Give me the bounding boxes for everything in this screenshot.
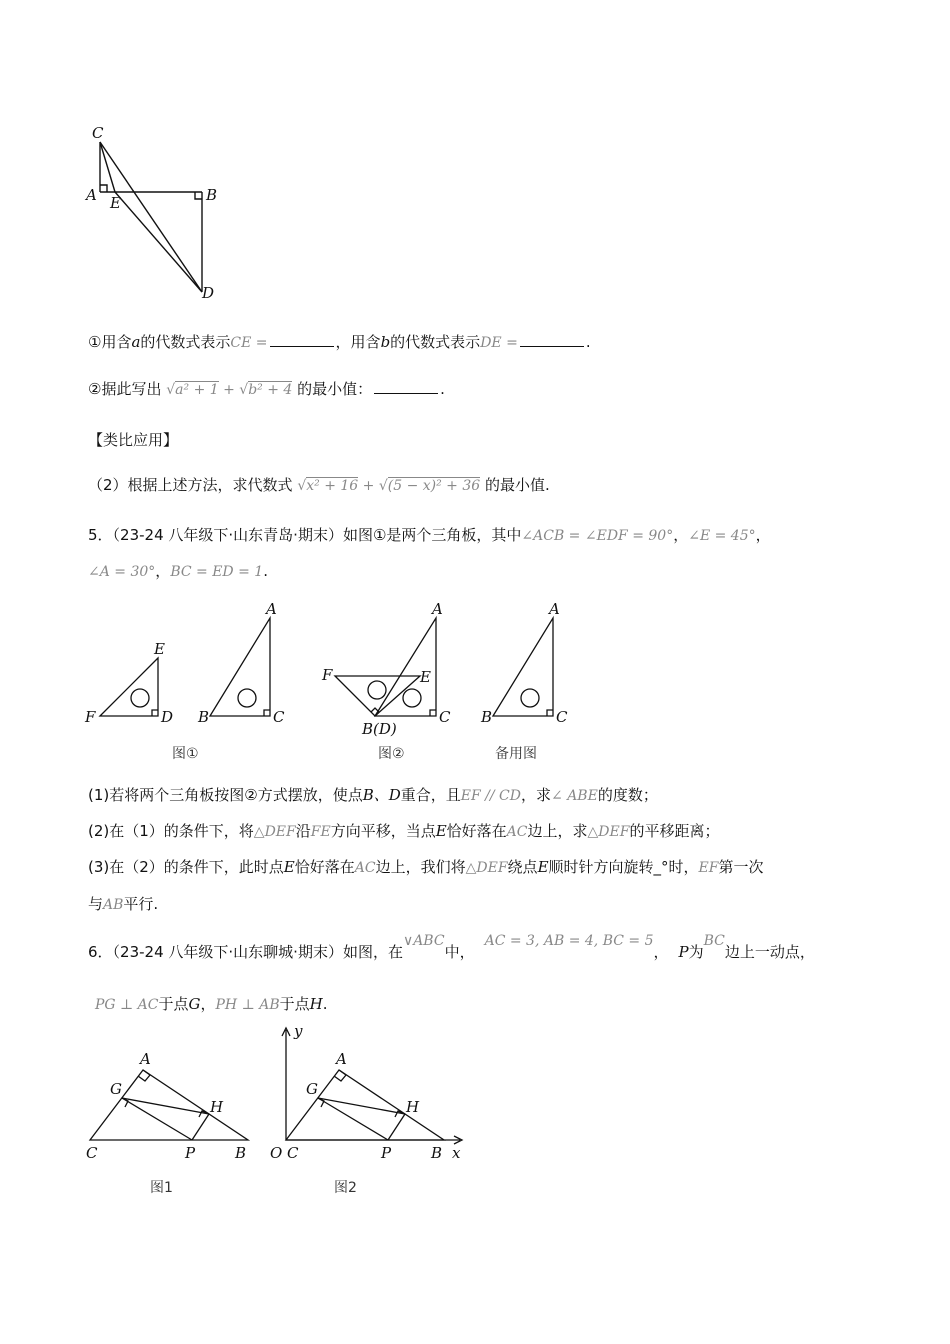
q4-part3: （2）根据上述方法，求代数式 √x² + 16 + √(5 − x)² + 36 的最小值. — [88, 476, 550, 494]
answer-blank[interactable] — [520, 332, 584, 347]
sqrt-expression: √x² + 16 + √(5 − x)² + 36 — [297, 478, 481, 494]
f6-1-b: B — [235, 1144, 247, 1162]
f6-2-o: O — [270, 1144, 283, 1162]
f6-1-p: P — [185, 1144, 196, 1162]
caption-backup: 备用图 — [495, 746, 537, 762]
q5-sub3-2: 与AB平行. — [88, 895, 159, 913]
f3-f: F — [322, 666, 333, 684]
label-c: C — [92, 124, 104, 142]
label-a: A — [86, 186, 97, 204]
f6-2-p: P — [381, 1144, 392, 1162]
q6-stem: 6．（23-24 八年级下·山东聊城·期末）如图，在∨ABC中，AC = 3, AB = 4, BC = 5， P为BC边上一动点， — [88, 933, 815, 961]
f1-e: E — [154, 640, 165, 658]
caption-fig2: 图② — [378, 746, 405, 762]
q5-sub2: (2)在（1）的条件下，将△DEF沿FE方向平移，当点E恰好落在AC边上，求△DEF的平移距离； — [88, 822, 720, 840]
f4-b: B — [481, 708, 493, 726]
f2-b: B — [198, 708, 210, 726]
caption-q6-fig1: 图1 — [150, 1180, 173, 1196]
q5-stem-2: ∠A = 30°，BC = ED = 1. — [88, 562, 268, 580]
f6-2-c: C — [287, 1144, 299, 1162]
answer-blank[interactable] — [374, 379, 438, 394]
f6-2-y: y — [294, 1022, 303, 1040]
f3-c: C — [439, 708, 451, 726]
f6-1-a: A — [140, 1050, 151, 1068]
caption-fig1: 图① — [172, 746, 199, 762]
label-b: B — [206, 186, 218, 204]
f3-a: A — [432, 600, 443, 618]
f2-a: A — [266, 600, 277, 618]
answer-blank[interactable] — [270, 332, 334, 347]
f6-2-b: B — [431, 1144, 443, 1162]
f6-2-a: A — [336, 1050, 347, 1068]
q6-figures — [80, 1020, 480, 1200]
f6-1-h: H — [210, 1098, 224, 1116]
q4-part2: ②据此写出 √a² + 1 + √b² + 4 的最小值： . — [88, 380, 445, 398]
q6-stem-2: PG ⊥ AC于点G，PH ⊥ AB于点H. — [95, 995, 328, 1013]
f2-c: C — [273, 708, 285, 726]
de-formula: DE = — [480, 335, 518, 351]
figure-ceabd — [80, 120, 230, 310]
f6-2-h: H — [406, 1098, 420, 1116]
q5-sub1: (1)若将两个三角板按图②方式摆放，使点B、D重合，且EF // CD，求∠ ABE的度数； — [88, 786, 658, 804]
f6-2-x: x — [452, 1144, 461, 1162]
f6-1-c: C — [86, 1144, 98, 1162]
q5-stem: 5．（23-24 八年级下·山东青岛·期末）如图①是两个三角板，其中∠ACB = ∠EDF = 90°，∠E = 45°， — [88, 526, 771, 544]
f3-e: E — [420, 668, 431, 686]
q5-sub3: (3)在（2）的条件下，此时点E恰好落在AC边上，我们将△DEF绕点E顺时针方向旋转_°时，EF第一次 — [88, 858, 764, 876]
f6-1-g: G — [110, 1080, 122, 1098]
f4-c: C — [556, 708, 568, 726]
ce-formula: CE = — [230, 335, 268, 351]
label-e: E — [110, 194, 121, 212]
f1-d: D — [161, 708, 174, 726]
f1-f: F — [85, 708, 96, 726]
caption-q6-fig2: 图2 — [334, 1180, 357, 1196]
f3-bd: B(D) — [362, 720, 397, 738]
q4-part1: ①用含a的代数式表示CE = ，用含b的代数式表示DE = . — [88, 333, 591, 351]
f4-a: A — [549, 600, 560, 618]
q5-figures — [80, 598, 600, 768]
label-d: D — [202, 284, 215, 302]
f6-2-g: G — [306, 1080, 318, 1098]
section-heading: 【类比应用】 — [88, 431, 179, 449]
sqrt-expression: √a² + 1 + √b² + 4 — [166, 382, 293, 398]
